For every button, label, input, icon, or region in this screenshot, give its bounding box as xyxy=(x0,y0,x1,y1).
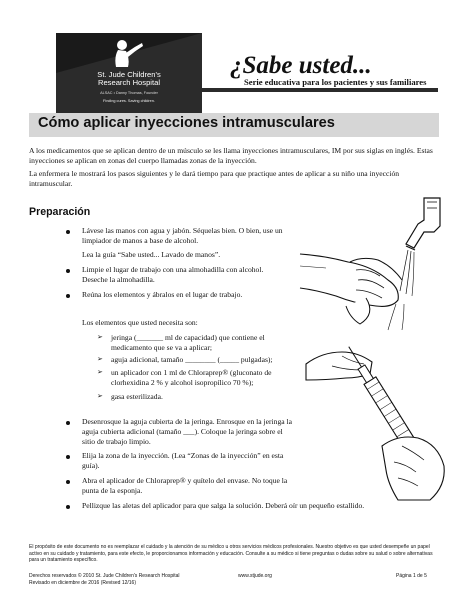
logo-name-line-2: Research Hospital xyxy=(97,78,161,88)
bullet xyxy=(66,480,70,484)
bullet xyxy=(66,455,70,459)
step-open-applicator: Abra el aplicador de Chloraprep® y quítelo del envase. No toque la punta de la esponja. xyxy=(82,476,288,495)
supply-needle: aguja adicional, tamaño ________ (_____ pulgadas); xyxy=(111,355,273,364)
logo-motto: ALSAC • Danny Thomas, Founder xyxy=(100,91,158,95)
intro-paragraph-2: La enfermera le mostrará los pasos siguientes y le dará tiempo para que practique antes de aplicar a su niño una inyección intramuscular. xyxy=(29,169,400,188)
step-clean-area: Limpie el lugar de trabajo con una almohadilla con alcohol. Deseche la almohadilla. xyxy=(82,265,264,284)
document-title: Cómo aplicar inyecciones intramusculares xyxy=(38,115,335,131)
supplies-intro: Los elementos que usted necesita son: xyxy=(82,318,198,327)
logo-name-line-1: St. Jude Children's xyxy=(97,70,161,79)
intro-paragraph-1: A los medicamentos que se aplican dentro de un músculo se les llama inyecciones intramusculares, IM por sus siglas en inglés. Estas inyecciones se aplican en zonas del cuerpo llamadas zonas de la inyección. xyxy=(29,146,433,165)
header-rule xyxy=(202,88,438,92)
footer-website[interactable]: www.stjude.org xyxy=(238,573,272,579)
arrow-bullet-icon: ➢ xyxy=(97,355,103,363)
arrow-bullet-icon: ➢ xyxy=(97,368,103,376)
footer-page-number: Página 1 de 5 xyxy=(396,573,427,579)
arrow-bullet-icon: ➢ xyxy=(97,333,103,341)
step-gather-items: Reúna los elementos y ábralos en el lugar de trabajo. xyxy=(82,290,243,299)
bullet xyxy=(66,230,70,234)
bullet xyxy=(66,505,70,509)
supply-applicator: un aplicador con 1 ml de Chloraprep® (gluconato de clorhexidina 2 % y alcohol isopropílico 70 %); xyxy=(111,368,272,387)
footer-disclaimer: El propósito de este documento no es reemplazar el cuidado y la atención de su médico u otros servicios médicos profesionales. Nuestro objetivo es que usted desempeñe un papel activo en su cuidado y tratamiento, para este efecto, le proporcionamos información y educación. Consulte a su médico si tiene preguntas o dudas sobre su salud o sobre alternativas para un tratamiento específico. xyxy=(29,544,433,564)
hospital-logo xyxy=(56,33,202,116)
syringe-illustration xyxy=(302,334,448,504)
footer-copyright: Derechos reservados © 2010 St. Jude Children's Research Hospital xyxy=(29,573,180,579)
bullet xyxy=(66,421,70,425)
bullet xyxy=(66,269,70,273)
series-title: ¿Sabe usted... xyxy=(230,52,372,79)
read-guide-note: Lea la guía “Sabe usted... Lavado de manos”. xyxy=(82,250,221,259)
logo-name xyxy=(56,71,202,88)
section-heading: Preparación xyxy=(29,206,91,218)
footer-revised: Revisado en diciembre de 2016 (Revised 12/16) xyxy=(29,580,137,586)
handwashing-illustration xyxy=(296,196,446,336)
step-pinch-wings: Pellizque las aletas del aplicador para que salga la solución. Deberá oír un pequeño estallido. xyxy=(82,501,365,510)
step-swap-needle: Desenrosque la aguja cubierta de la jeringa. Enrosque en la jeringa la aguja cubierta adicional (tamaño ___). Coloque la jeringa sobre el sitio de trabajo limpio. xyxy=(82,417,293,446)
bullet xyxy=(66,294,70,298)
logo-tagline: Finding cures. Saving children. xyxy=(103,99,155,103)
series-subtitle: Serie educativa para los pacientes y sus familiares xyxy=(244,77,427,87)
step-choose-site: Elija la zona de la inyección. (Lea “Zonas de la inyección” en esta guía). xyxy=(82,451,284,470)
child-silhouette-icon xyxy=(108,37,150,71)
step-wash-hands: Lávese las manos con agua y jabón. Séquelas bien. O bien, use un limpiador de manos a base de alcohol. xyxy=(82,226,283,245)
supply-syringe: jeringa (_______ ml de capacidad) que contiene el medicamento que se va a aplicar; xyxy=(111,333,265,352)
arrow-bullet-icon: ➢ xyxy=(97,392,103,400)
supply-gauze: gasa esterilizada. xyxy=(111,392,163,401)
